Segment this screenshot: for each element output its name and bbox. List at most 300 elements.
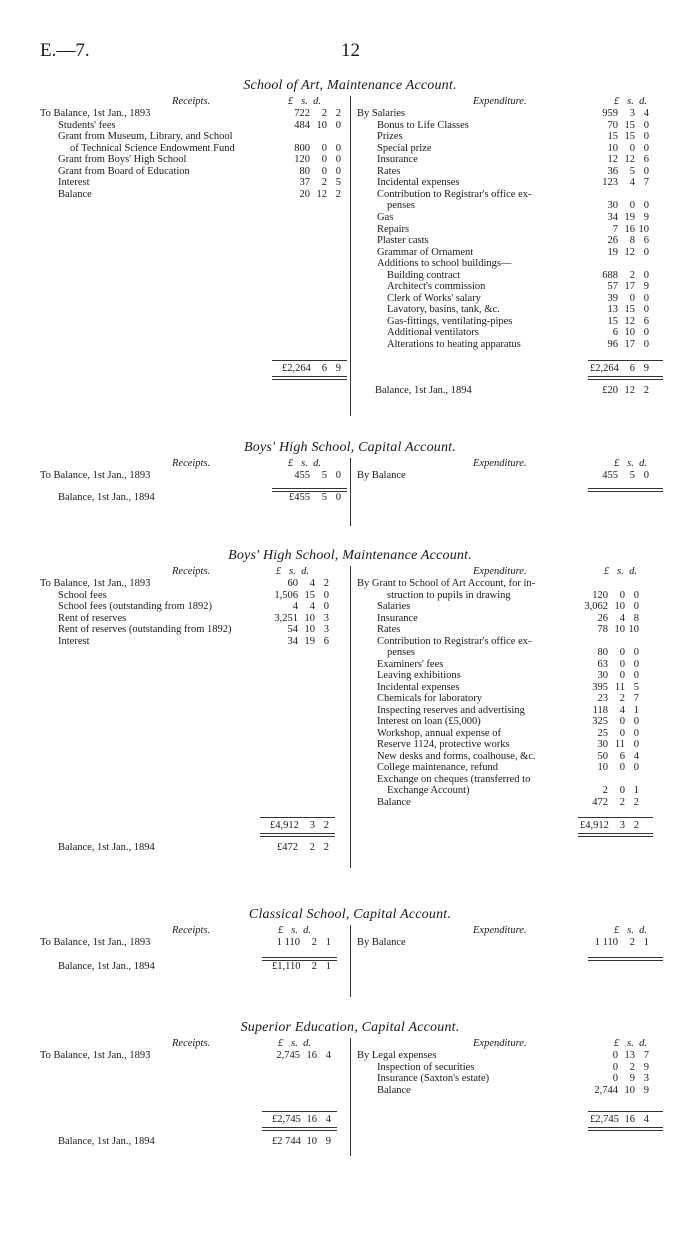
amount-pence: 7	[643, 177, 649, 189]
row-label: Exchange Account)	[387, 785, 470, 796]
amount-shillings: 0	[619, 589, 625, 601]
expenditure-lsd-header: £ s. d.	[614, 925, 647, 936]
amount-pence: 9	[643, 1061, 649, 1073]
amount-pounds: 13	[607, 304, 618, 316]
amount-pence: 0	[643, 200, 649, 212]
receipt-row	[40, 613, 332, 625]
row-label: Chemicals for laboratory	[377, 693, 482, 704]
amount-pence: 0	[643, 327, 649, 339]
amount-pence: 0	[335, 470, 341, 481]
amount-shillings: 15	[304, 589, 315, 601]
amount-shillings: 0	[321, 154, 327, 166]
row-amount	[272, 937, 331, 949]
document-code: E.—7.	[40, 40, 90, 61]
row-label: of Technical Science Endowment Fund	[70, 142, 235, 154]
total-rule	[588, 360, 663, 361]
expenditure-total	[357, 1114, 652, 1126]
amount-pounds: 70	[607, 119, 618, 131]
amount-pounds: 722	[294, 108, 310, 119]
row-amount	[580, 647, 639, 659]
amount-shillings: 16	[306, 1113, 317, 1125]
row-amount	[282, 143, 341, 155]
amount-shillings: 11	[614, 681, 625, 693]
amount-pounds: 39	[607, 292, 618, 304]
amount-shillings: 15	[624, 119, 635, 131]
total-double-rule	[588, 376, 663, 380]
expenditure-heading: Expenditure.	[473, 96, 527, 107]
receipt-row	[40, 154, 344, 166]
row-label: By Grant to School of Art Account, for in-	[357, 578, 536, 589]
amount-shillings: 3	[629, 108, 635, 119]
row-amount	[580, 716, 639, 728]
amount-pence: 0	[643, 119, 649, 131]
amount-shillings: 10	[624, 1084, 635, 1096]
amount-shillings: 2	[321, 177, 327, 189]
amount-shillings: 3	[619, 820, 625, 831]
amount-pence: 0	[643, 142, 649, 154]
amount-pounds: 395	[592, 681, 608, 693]
amount-pence: 0	[633, 589, 639, 601]
closing-balance-row	[58, 492, 344, 504]
expenditure-row	[357, 281, 652, 293]
amount-shillings: 0	[619, 716, 625, 727]
expenditure-row	[357, 154, 652, 166]
row-label: By Salaries	[357, 108, 406, 119]
amount-pence: 6	[323, 635, 329, 647]
receipt-row	[40, 108, 344, 120]
amount-shillings: 2	[619, 796, 625, 808]
row-label: Special prize	[377, 142, 432, 154]
expenditure-row	[357, 166, 652, 178]
row-label: By Legal expenses	[357, 1050, 437, 1061]
row-label: To Balance, 1st Jan., 1893	[40, 108, 151, 119]
amount-pence: 0	[643, 304, 649, 316]
amount-pence: 4	[325, 1050, 331, 1061]
receipt-row	[40, 470, 344, 482]
row-amount	[590, 247, 649, 259]
row-amount	[272, 1136, 331, 1148]
amount-shillings: 17	[624, 339, 635, 350]
total-rule	[260, 817, 335, 818]
row-label: Balance, 1st Jan., 1894	[58, 492, 155, 503]
expenditure-row	[357, 1062, 652, 1074]
expenditure-lsd-header: £ s. d.	[614, 96, 647, 107]
row-amount	[590, 212, 649, 224]
amount-pence: 0	[643, 339, 649, 350]
amount-pounds: 15	[607, 315, 618, 327]
amount-pence: 6	[643, 315, 649, 327]
row-label: To Balance, 1st Jan., 1893	[40, 578, 151, 589]
row-amount	[282, 177, 341, 189]
amount-pounds: 688	[602, 269, 618, 281]
row-amount	[580, 751, 639, 763]
row-amount	[590, 1085, 649, 1097]
amount-pence: 0	[323, 601, 329, 612]
amount-shillings: 0	[619, 785, 625, 796]
section-title: Boys' High School, Capital Account.	[244, 440, 456, 455]
amount-pence: 4	[643, 1113, 649, 1125]
amount-pounds: 0	[612, 1073, 618, 1084]
amount-pounds: 34	[607, 211, 618, 223]
expenditure-row	[357, 659, 642, 671]
receipt-row	[40, 166, 344, 178]
row-label: Salaries	[377, 601, 411, 612]
section-title: Classical School, Capital Account.	[248, 907, 452, 922]
row-label: Rent of reserves	[58, 612, 127, 624]
amount-pounds: 800	[294, 142, 310, 154]
amount-pence: 0	[643, 470, 649, 481]
amount-pounds: 80	[597, 647, 608, 658]
total-double-rule	[260, 833, 335, 837]
row-amount	[580, 774, 639, 786]
row-amount	[282, 166, 341, 178]
amount-pence: 9	[335, 362, 341, 374]
amount-pounds: 78	[597, 624, 608, 635]
row-amount	[272, 1050, 331, 1062]
row-amount	[590, 189, 649, 201]
row-label: Balance, 1st Jan., 1894	[58, 961, 155, 972]
amount-pence: 0	[633, 716, 639, 727]
expenditure-row	[357, 682, 642, 694]
row-label: Balance	[377, 796, 411, 808]
amount-shillings: 16	[624, 1113, 635, 1125]
column-divider	[350, 1038, 351, 1156]
receipts-heading: Receipts.	[172, 1038, 211, 1049]
amount-shillings: 10	[306, 1135, 317, 1147]
amount-pounds: 455	[602, 470, 618, 481]
amount-pence: 1	[325, 937, 331, 948]
amount-pence: 10	[628, 624, 639, 635]
amount-shillings: 5	[321, 470, 327, 481]
row-amount	[590, 108, 649, 120]
amount-pounds: 26	[607, 235, 618, 247]
amount-pence: 1	[643, 937, 649, 948]
amount-shillings: 16	[624, 223, 635, 235]
row-label: Grant from Board of Education	[58, 165, 190, 177]
row-amount	[270, 590, 329, 602]
expenditure-total	[357, 820, 642, 832]
expenditure-row	[357, 339, 652, 351]
total-double-rule	[588, 1127, 663, 1131]
expenditure-row	[357, 108, 652, 120]
expenditure-row	[357, 601, 642, 613]
row-label: Inspection of securities	[377, 1061, 475, 1073]
receipts-heading: Receipts.	[172, 566, 211, 577]
amount-pence: 0	[335, 154, 341, 166]
amount-shillings: 4	[309, 601, 315, 612]
row-amount	[580, 762, 639, 774]
row-label: Rent of reserves (outstanding from 1892)	[58, 624, 232, 635]
column-divider	[350, 566, 351, 868]
amount-pounds: 80	[299, 165, 310, 177]
row-label: Interest	[58, 635, 90, 647]
amount-shillings: 10	[304, 612, 315, 624]
row-label: To Balance, 1st Jan., 1893	[40, 1050, 151, 1061]
amount-pounds: £2,264	[590, 362, 619, 374]
expenditure-lsd-header: £ s. d.	[614, 458, 647, 469]
row-label: Bonus to Life Classes	[377, 119, 469, 131]
amount-pence: 0	[643, 131, 649, 143]
amount-pounds: 2,744	[594, 1084, 618, 1096]
amount-pounds: £20	[602, 384, 618, 396]
amount-pence: 0	[323, 589, 329, 601]
receipt-row	[40, 143, 344, 155]
row-amount	[282, 363, 341, 375]
amount-pence: 3	[643, 1073, 649, 1084]
row-amount	[580, 624, 639, 636]
receipts-heading: Receipts.	[172, 925, 211, 936]
expenditure-row	[357, 670, 642, 682]
amount-pence: 5	[335, 177, 341, 189]
amount-shillings: 17	[624, 281, 635, 293]
row-amount	[590, 385, 649, 397]
amount-shillings: 10	[304, 624, 315, 635]
row-amount	[580, 682, 639, 694]
amount-pence: 2	[323, 842, 329, 853]
receipt-row	[40, 937, 334, 949]
amount-pounds: 30	[597, 739, 608, 750]
amount-pounds: 3,251	[274, 612, 298, 624]
row-label: Grant from Museum, Library, and School	[58, 131, 233, 143]
row-label: penses	[387, 200, 415, 212]
amount-shillings: 6	[629, 362, 635, 374]
amount-pence: 9	[643, 362, 649, 374]
row-label: Inspecting reserves and advertising	[377, 704, 525, 716]
expenditure-row	[357, 739, 642, 751]
expenditure-row	[357, 131, 652, 143]
row-label: struction to pupils in drawing	[387, 589, 511, 601]
amount-shillings: 2	[629, 937, 635, 948]
amount-pence: 0	[335, 165, 341, 177]
expenditure-row	[357, 590, 642, 602]
row-label: Balance, 1st Jan., 1894	[58, 842, 155, 853]
row-label: Interest on loan (£5,000)	[377, 716, 481, 727]
row-amount	[590, 339, 649, 351]
amount-pence: 0	[335, 492, 341, 503]
expenditure-row	[357, 235, 652, 247]
row-amount	[270, 820, 329, 832]
expenditure-row	[357, 774, 642, 786]
row-amount	[580, 659, 639, 671]
closing-balance-row	[58, 842, 332, 854]
amount-pounds: £4,912	[270, 820, 299, 831]
row-amount	[590, 120, 649, 132]
amount-pence: 4	[325, 1113, 331, 1125]
amount-pence: 9	[325, 1135, 331, 1147]
row-label: Architect's commission	[387, 281, 486, 293]
amount-pounds: £2,745	[590, 1113, 619, 1125]
amount-pounds: 455	[294, 470, 310, 481]
amount-pounds: 63	[597, 658, 608, 670]
row-label: Incidental expenses	[377, 177, 460, 189]
receipt-row	[40, 578, 332, 590]
amount-pence: 2	[643, 384, 649, 396]
expenditure-row	[357, 728, 642, 740]
amount-pounds: 12	[607, 154, 618, 166]
amount-shillings: 5	[629, 165, 635, 177]
amount-pounds: 325	[592, 716, 608, 727]
row-label: Rates	[377, 165, 401, 177]
amount-pounds: 23	[597, 693, 608, 704]
row-amount	[282, 131, 341, 143]
row-amount	[590, 224, 649, 236]
amount-pence: 0	[633, 727, 639, 739]
receipt-row	[40, 601, 332, 613]
amount-shillings: 10	[316, 119, 327, 131]
amount-pounds: 54	[287, 624, 298, 635]
amount-pence: 3	[323, 612, 329, 624]
row-amount	[580, 693, 639, 705]
amount-pounds: 50	[597, 750, 608, 762]
row-label: Building contract	[387, 269, 461, 281]
row-amount	[590, 177, 649, 189]
expenditure-row	[357, 624, 642, 636]
row-label: Workshop, annual expense of	[377, 727, 501, 739]
amount-pounds: 2,745	[276, 1050, 300, 1061]
row-amount	[580, 797, 639, 809]
row-amount	[590, 143, 649, 155]
row-label: Additions to school buildings—	[377, 258, 512, 270]
expenditure-row	[357, 327, 652, 339]
row-label: Balance, 1st Jan., 1894	[58, 1135, 155, 1147]
row-label: Reserve 1124, protective works	[377, 739, 510, 750]
row-label: Balance	[377, 1084, 411, 1096]
total-rule	[588, 1111, 663, 1112]
row-amount	[590, 281, 649, 293]
expenditure-row	[357, 304, 652, 316]
row-label: Examiners' fees	[377, 658, 444, 670]
row-amount	[590, 166, 649, 178]
expenditure-row	[357, 224, 652, 236]
total-double-rule	[588, 488, 663, 492]
row-amount	[590, 200, 649, 212]
amount-pounds: £2,745	[272, 1113, 301, 1125]
amount-pounds: 120	[592, 589, 608, 601]
amount-pounds: 472	[592, 796, 608, 808]
expenditure-row	[357, 751, 642, 763]
row-amount	[590, 154, 649, 166]
amount-pounds: 0	[612, 1061, 618, 1073]
closing-balance-row	[58, 1136, 334, 1148]
amount-pence: 1	[633, 704, 639, 716]
row-label: Additional ventilators	[387, 327, 479, 339]
row-amount	[580, 739, 639, 751]
receipt-row	[40, 590, 332, 602]
expenditure-heading: Expenditure.	[473, 458, 527, 469]
expenditure-total	[357, 363, 652, 375]
amount-pounds: 3,062	[584, 601, 608, 612]
total-rule	[272, 360, 347, 361]
closing-balance-row	[58, 961, 334, 973]
amount-pence: 4	[633, 750, 639, 762]
amount-shillings: 10	[614, 624, 625, 635]
amount-shillings: 10	[624, 327, 635, 339]
receipt-row	[40, 189, 344, 201]
row-amount	[282, 470, 341, 482]
row-amount	[580, 590, 639, 602]
amount-pence: 9	[643, 1084, 649, 1096]
amount-pence: 2	[633, 796, 639, 808]
receipt-row	[40, 120, 344, 132]
row-amount	[590, 327, 649, 339]
row-amount	[590, 258, 649, 270]
amount-pounds: 118	[592, 704, 608, 716]
amount-pence: 2	[335, 108, 341, 119]
row-label: Gas-fittings, ventilating-pipes	[387, 315, 513, 327]
total-double-rule	[262, 1127, 337, 1131]
row-amount	[282, 154, 341, 166]
expenditure-heading: Expenditure.	[473, 925, 527, 936]
amount-pounds: 959	[602, 108, 618, 119]
amount-pounds: 34	[287, 635, 298, 647]
expenditure-row	[357, 120, 652, 132]
expenditure-row	[357, 636, 642, 648]
total-rule	[262, 1111, 337, 1112]
amount-shillings: 15	[624, 304, 635, 316]
receipts-lsd-header: £ s. d.	[288, 96, 321, 107]
amount-pence: 2	[323, 820, 329, 831]
expenditure-row	[357, 705, 642, 717]
row-label: Repairs	[377, 223, 410, 235]
closing-balance-row	[375, 385, 652, 397]
amount-pounds: 60	[287, 578, 298, 589]
receipt-row	[40, 1050, 334, 1062]
amount-pounds: 30	[607, 200, 618, 212]
amount-pence: 0	[335, 142, 341, 154]
receipts-heading: Receipts.	[172, 458, 211, 469]
amount-pounds: 30	[597, 670, 608, 681]
row-amount	[590, 363, 649, 375]
amount-pence: 0	[643, 292, 649, 304]
row-amount	[590, 937, 649, 949]
amount-shillings: 12	[316, 188, 327, 200]
amount-pounds: 1,506	[274, 589, 298, 601]
amount-pounds: 1 110	[594, 937, 618, 948]
amount-shillings: 0	[629, 200, 635, 212]
expenditure-row	[357, 247, 652, 259]
amount-shillings: 8	[629, 235, 635, 247]
amount-pounds: £1,110	[272, 961, 301, 972]
amount-pence: 0	[643, 269, 649, 281]
row-label: Leaving exhibitions	[377, 670, 461, 681]
amount-pence: 2	[323, 578, 329, 589]
amount-pounds: 1 110	[276, 937, 300, 948]
row-amount	[282, 120, 341, 132]
row-label: Exchange on cheques (transferred to	[377, 773, 531, 785]
amount-shillings: 2	[619, 693, 625, 704]
row-label: Interest	[58, 177, 90, 189]
amount-shillings: 0	[619, 670, 625, 681]
expenditure-heading: Expenditure.	[473, 1038, 527, 1049]
amount-shillings: 6	[321, 362, 327, 374]
row-amount	[590, 1062, 649, 1074]
row-label: Balance, 1st Jan., 1894	[375, 384, 472, 396]
expenditure-row	[357, 1073, 652, 1085]
row-label: To Balance, 1st Jan., 1893	[40, 470, 151, 481]
expenditure-row	[357, 785, 642, 797]
amount-pounds: £455	[289, 492, 310, 503]
row-label: Insurance (Saxton's estate)	[377, 1073, 490, 1084]
row-amount	[270, 578, 329, 590]
row-amount	[282, 492, 341, 504]
amount-pounds: £2,264	[282, 362, 311, 374]
expenditure-row	[357, 693, 642, 705]
page-number: 12	[341, 40, 360, 61]
amount-pounds: 19	[607, 246, 618, 258]
amount-shillings: 4	[309, 578, 315, 589]
column-divider	[350, 458, 351, 526]
row-amount	[270, 624, 329, 636]
